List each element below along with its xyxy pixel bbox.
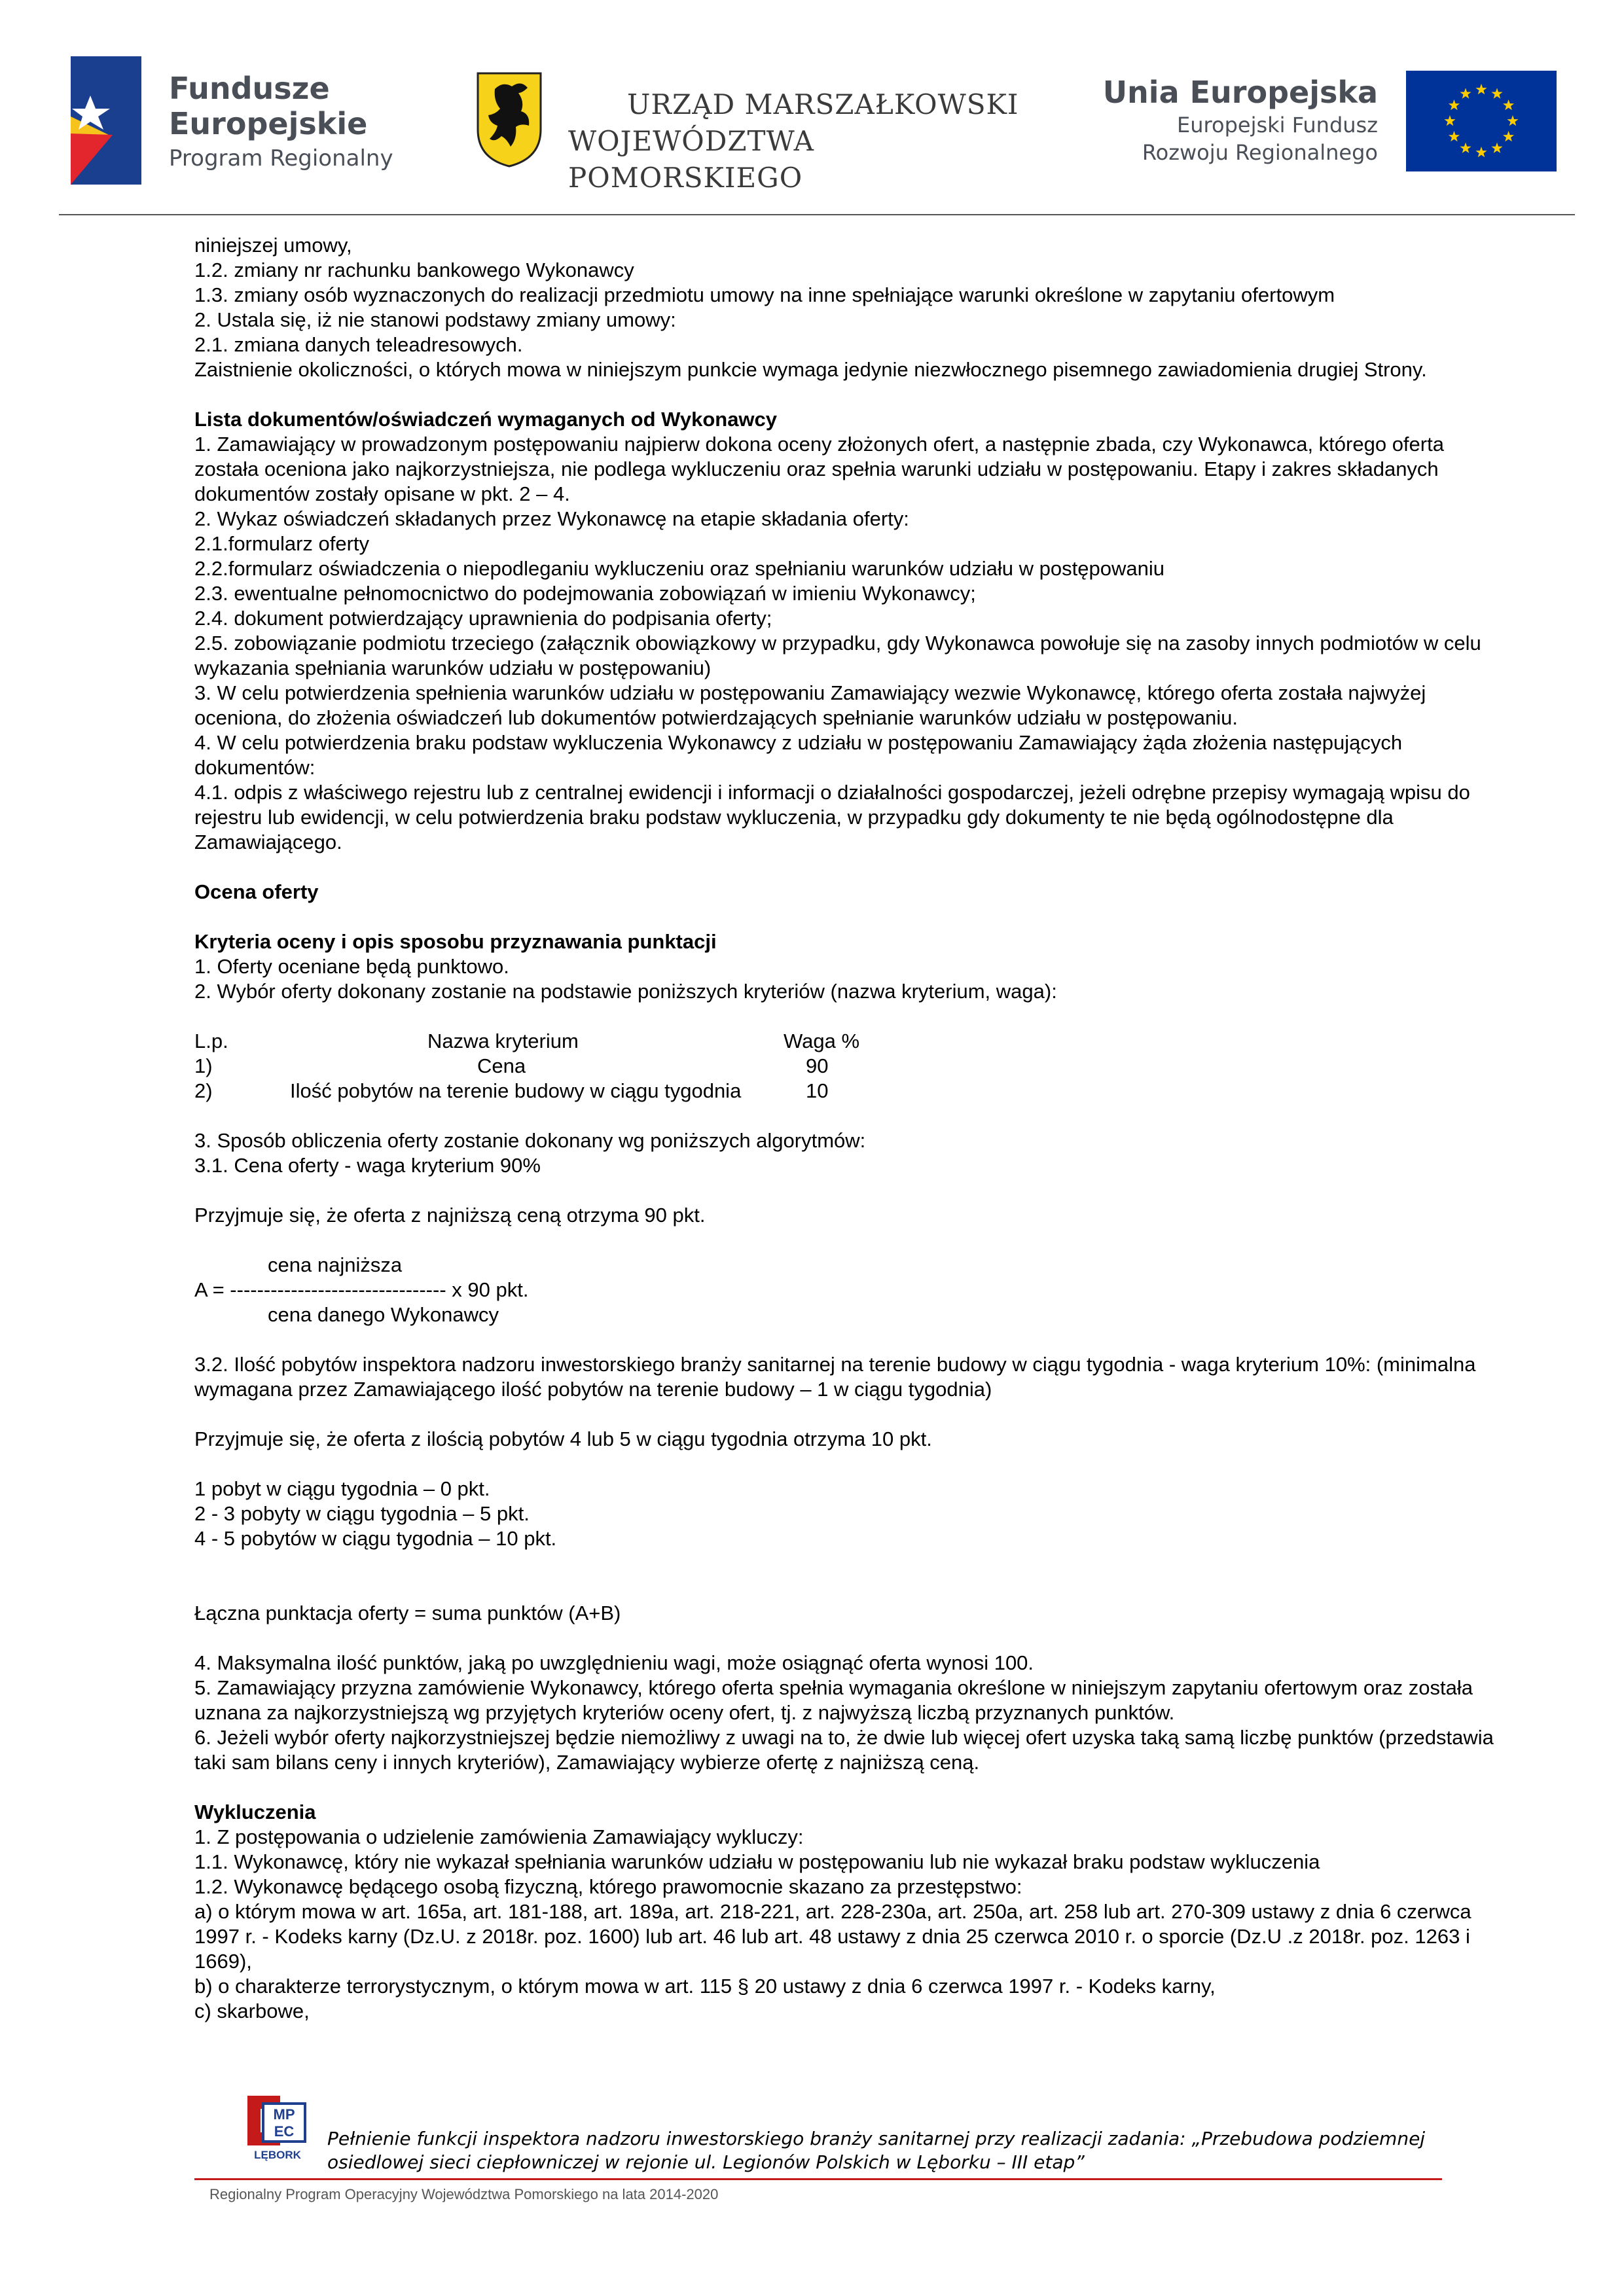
paragraph: 4.1. odpis z właściwego rejestru lub z centralnej ewidencji i informacji o działalności gospodarczej, jeżeli odrębne przepisy wymagają wpisu do rejestru lub ewidencji, w celu potwierdzenia braku podstaw wykluczenia, w przypadku gdy dokumenty te nie będą ogólnodostępne dla Zamawiającego. [194,781,1470,853]
paragraph: 4. Maksymalna ilość punktów, jaką po uwzględnieniu wagi, może osiągnąć oferta wynosi 100. [194,1651,1034,1674]
paragraph: 2 - 3 pobyty w ciągu tygodnia – 5 pkt. [194,1502,530,1525]
paragraph: 4 - 5 pobytów w ciągu tygodnia – 10 pkt. [194,1527,557,1550]
mpec-lebork-logo-icon [244,2089,312,2162]
footer-program-name: Regionalny Program Operacyjny Województwa Pomorskiego na lata 2014-2020 [209,2186,719,2202]
table-row [194,1079,1497,1103]
paragraph: Zaistnienie okoliczności, o których mowa w niniejszym punkcie wymaga jedynie niezwłocznego pisemnego zawiadomienia drugiej Strony. [194,358,1427,381]
paragraph: Przyjmuje się, że oferta z ilością pobytów 4 lub 5 w ciągu tygodnia otrzyma 10 pkt. [194,1427,932,1450]
paragraph: 1.2. Wykonawcę będącego osobą fizyczną, którego prawomocnie skazano za przestępstwo: [194,1875,1022,1898]
fe-logo-line2: Europejskie [169,106,368,141]
header-divider [59,214,1575,215]
um-logo-line2: WOJEWÓDZTWA POMORSKIEGO [568,125,814,194]
paragraph: 2. Wykaz oświadczeń składanych przez Wykonawcę na etapie składania oferty: [194,507,909,530]
paragraph: 2.5. zobowiązanie podmiotu trzeciego (załącznik obowiązkowy w przypadku, gdy Wykonawca powołuje się na zasoby innych podmiotów w celu wykazania spełniania warunków udziału w postępowaniu) [194,632,1481,679]
paragraph: 3. W celu potwierdzenia spełnienia warunków udziału w postępowaniu Zamawiający wezwie Wykonawcę, którego oferta została najwyżej oceniona, do złożenia oświadczeń lub dokumentów potwierdzających spełnianie warunków udziału w postępowaniu. [194,681,1426,729]
paragraph: 1 pobyt w ciągu tygodnia – 0 pkt. [194,1477,490,1500]
paragraph: niniejszej umowy, [194,234,352,257]
document-body [194,233,1497,2024]
paragraph: 2.1. zmiana danych teleadresowych. [194,333,523,356]
ue-logo-line2: Europejski Fundusz [1177,113,1378,137]
formula-numerator: cena najniższa [268,1253,403,1276]
section-heading-evaluation: Ocena oferty [194,880,319,903]
paragraph: 1. Z postępowania o udzielenie zamówienia Zamawiający wykluczy: [194,1825,804,1848]
paragraph: a) o którym mowa w art. 165a, art. 181-188, art. 189a, art. 218-221, art. 228-230a, art. 250a, art. 258 lub art. 270-309 ustawy z dnia 6 czerwca 1997 r. - Kodeks karny (Dz.U. z 2018r. poz. 1600) lub art. 46 lub art. 48 ustawy z dnia 25 czerwca 2010 r. o sporcie (Dz.U .z 2018r. poz. 1263 i 1669), [194,1900,1471,1973]
paragraph: 2.2.formularz oświadczenia o niepodleganiu wykluczeniu oraz spełnianiu warunków udziału w postępowaniu [194,557,1164,580]
paragraph: 2.4. dokument potwierdzający uprawnienia do podpisania oferty; [194,607,772,630]
pomorskie-griffin-crest-icon [475,71,543,168]
paragraph: 3. Sposób obliczenia oferty zostanie dokonany wg poniższych algorytmów: [194,1129,866,1152]
formula-equation: A = -------------------------------- x 90 pkt. [194,1278,529,1301]
fundusze-europejskie-logo-text [169,71,393,173]
paragraph: 1.2. zmiany nr rachunku bankowego Wykonawcy [194,259,634,281]
paragraph: 2.3. ewentualne pełnomocnictwo do podejmowania zobowiązań w imieniu Wykonawcy; [194,582,976,605]
fe-logo-line1: Fundusze [169,71,330,106]
table-header-lp: L.p. [194,1030,228,1052]
table-header-weight: Waga % [784,1030,860,1052]
paragraph: 2. Ustala się, iż nie stanowi podstawy zmiany umowy: [194,308,676,331]
table-cell-lp: 2) [194,1079,213,1102]
table-cell-weight: 10 [806,1079,829,1102]
paragraph: 1. Oferty oceniane będą punktowo. [194,955,509,978]
paragraph: 1.1. Wykonawcę, który nie wykazał spełniania warunków udziału w postępowaniu lub nie wykazał braku podstaw wykluczenia [194,1850,1320,1873]
paragraph: 2.1.formularz oferty [194,532,370,555]
table-cell-weight: 90 [806,1054,829,1077]
ue-logo-line3: Rozwoju Regionalnego [1142,140,1378,165]
paragraph: 5. Zamawiający przyzna zamówienie Wykonawcy, którego oferta spełnia wymagania określone w niniejszym zapytaniu ofertowym oraz została uznana za najkorzystniejszą wg przyjętych kryteriów oceny ofert, tj. z najwyższą liczbą przyznanych punktów. [194,1676,1473,1724]
um-logo-line1: URZĄD MARSZAŁKOWSKI [627,88,1019,120]
paragraph: 2. Wybór oferty dokonany zostanie na podstawie poniższych kryteriów (nazwa kryterium, waga): [194,980,1057,1003]
table-row [194,1054,1497,1079]
mpec-logo-line2: EC [274,2123,295,2140]
paragraph: Przyjmuje się, że oferta z najniższą ceną otrzyma 90 pkt. [194,1204,706,1227]
ue-logo-line1: Unia Europejska [1102,75,1378,110]
paragraph: 6. Jeżeli wybór oferty najkorzystniejszej będzie niemożliwy z uwagi na to, że dwie lub więcej ofert uzyska taką samą liczbę punktów (przedstawia taki sam bilans ceny i innych kryteriów), Zamawiający wybierze ofertę z najniższą ceną. [194,1726,1494,1774]
footer-divider [194,2178,1442,2180]
table-header-name: Nazwa kryterium [427,1030,579,1052]
paragraph: 4. W celu potwierdzenia braku podstaw wykluczenia Wykonawcy z udziału w postępowaniu Zamawiający żąda złożenia następujących dokumentów: [194,731,1403,779]
urzad-marszalkowski-logo-text [568,86,1026,196]
page-header [0,0,1624,216]
section-heading-documents: Lista dokumentów/oświadczeń wymaganych od Wykonawcy [194,408,778,431]
table-cell-name: Cena [477,1054,526,1077]
paragraph: Łączna punktacja oferty = suma punktów (A+B) [194,1602,621,1624]
unia-europejska-logo-text [1103,73,1378,166]
mpec-logo-line3: LĘBORK [254,2149,301,2161]
paragraph: 3.2. Ilość pobytów inspektora nadzoru inwestorskiego branży sanitarnej na terenie budowy w ciągu tygodnia - waga kryterium 10%: (minimalna wymagana przez Zamawiającego ilość pobytów na terenie budowy – 1 w ciągu tygodnia) [194,1353,1476,1401]
paragraph: 1.3. zmiany osób wyznaczonych do realizacji przedmiotu umowy na inne spełniające warunki określone w zapytaniu ofertowym [194,283,1335,306]
fundusze-europejskie-flag-icon [71,56,141,185]
table-cell-lp: 1) [194,1054,213,1077]
section-heading-exclusions: Wykluczenia [194,1801,316,1823]
paragraph: c) skarbowe, [194,2000,310,2022]
section-heading-criteria: Kryteria oceny i opis sposobu przyznawania punktacji [194,930,717,953]
paragraph: 3.1. Cena oferty - waga kryterium 90% [194,1154,541,1177]
formula-denominator: cena danego Wykonawcy [268,1303,499,1326]
paragraph: 1. Zamawiający w prowadzonym postępowaniu najpierw dokona oceny złożonych ofert, a następnie zbada, czy Wykonawca, którego oferta została oceniona jako najkorzystniejsza, nie podlega wykluczeniu oraz spełnia warunki udziału w postępowaniu. Etapy i zakres składanych dokumentów zostały opisane w pkt. 2 – 4. [194,433,1444,505]
eu-flag-icon [1406,71,1557,171]
table-cell-name: Ilość pobytów na terenie budowy w ciągu tygodnia [290,1079,742,1102]
criteria-table-header [194,1029,1497,1054]
paragraph: b) o charakterze terrorystycznym, o którym mowa w art. 115 § 20 ustawy z dnia 6 czerwca 1997 r. - Kodeks karny, [194,1975,1216,1998]
footer-project-title: Pełnienie funkcji inspektora nadzoru inwestorskiego branży sanitarnej przy realizacji zadania: „Przebudowa podziemnej osiedlowej sieci ciepłowniczej w rejonie ul. Legionów Polskich w Lęborku – III etap” [327,2128,1426,2173]
mpec-logo-line1: MP [273,2106,295,2123]
fe-logo-line3: Program Regionalny [169,145,393,171]
